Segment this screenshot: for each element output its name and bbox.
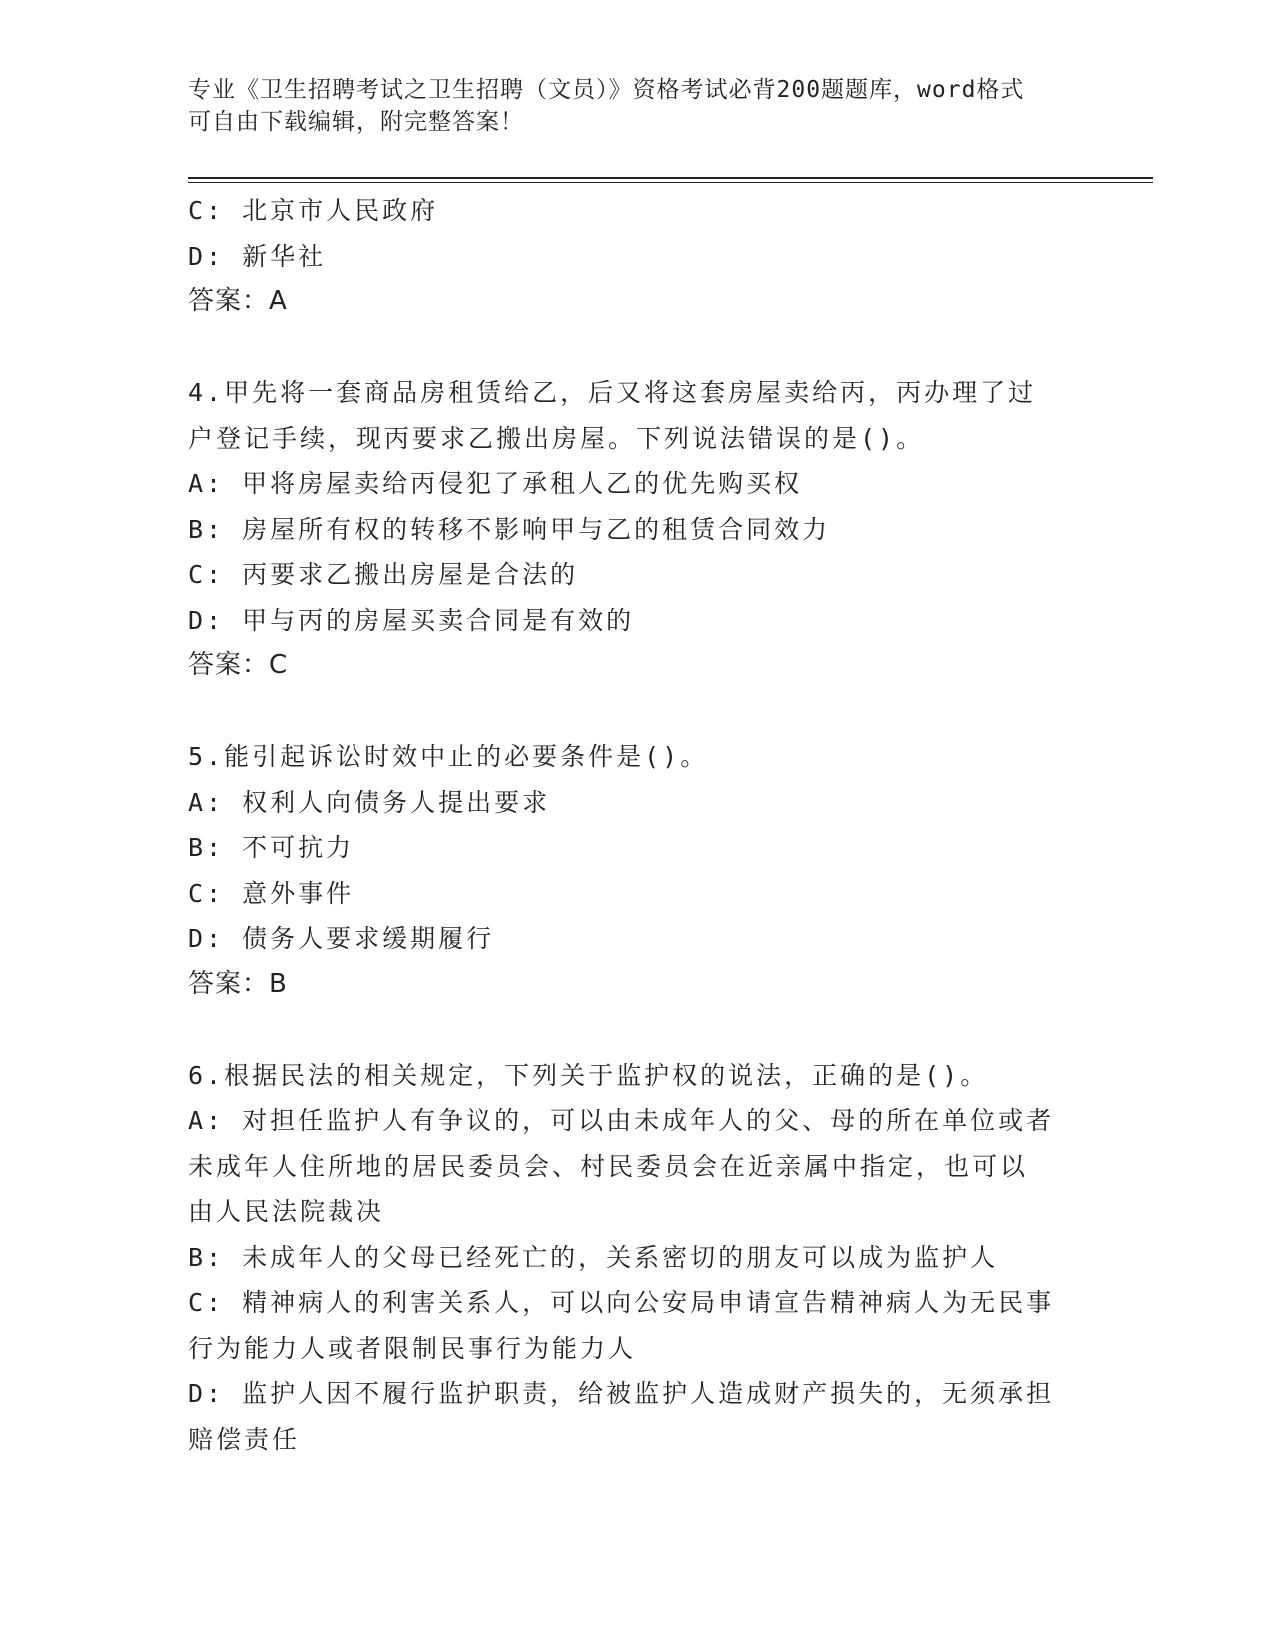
header-divider-thin bbox=[188, 182, 1153, 183]
header-divider-thick bbox=[188, 177, 1153, 179]
page-header bbox=[188, 74, 1068, 138]
q6-option-d-line-2: 赔偿责任 bbox=[188, 1424, 301, 1454]
q5-option-b: B: 不可抗力 bbox=[188, 833, 355, 862]
q6-option-c-line-1: C: 精神病人的利害关系人，可以向公安局申请宣告精神病人为无民事 bbox=[188, 1288, 1055, 1317]
spacer bbox=[188, 1007, 1088, 1053]
q5-option-d: D: 债务人要求缓期履行 bbox=[188, 924, 495, 953]
q3-option-c: C: 北京市人民政府 bbox=[188, 196, 439, 225]
question-5 bbox=[188, 734, 1088, 1007]
q3-answer: 答案：A bbox=[188, 286, 288, 316]
q6-option-c-line-2: 行为能力人或者限制民事行为能力人 bbox=[188, 1333, 637, 1363]
q5-stem: 5.能引起诉讼时效中止的必要条件是()。 bbox=[188, 742, 709, 771]
q6-option-a-line-3: 由人民法院裁决 bbox=[188, 1197, 385, 1226]
spacer bbox=[188, 325, 1088, 371]
q3-option-d: D: 新华社 bbox=[188, 241, 327, 271]
q6-option-b: B: 未成年人的父母已经死亡的，关系密切的朋友可以成为监护人 bbox=[188, 1242, 999, 1272]
q6-option-d-line-1: D: 监护人因不履行监护职责，给被监护人造成财产损失的，无须承担 bbox=[188, 1379, 1055, 1408]
q4-option-d: D: 甲与丙的房屋买卖合同是有效的 bbox=[188, 605, 635, 635]
question-4 bbox=[188, 370, 1088, 689]
q4-option-a: A: 甲将房屋卖给丙侵犯了承租人乙的优先购买权 bbox=[188, 469, 803, 498]
q6-option-a-line-2: 未成年人住所地的居民委员会、村民委员会在近亲属中指定，也可以 bbox=[188, 1151, 1029, 1181]
q5-answer: 答案：B bbox=[188, 968, 288, 999]
q4-stem-line-2: 户登记手续，现丙要求乙搬出房屋。下列说法错误的是()。 bbox=[188, 423, 925, 453]
q5-option-a: A: 权利人向债务人提出要求 bbox=[188, 787, 551, 817]
question-6 bbox=[188, 1053, 1088, 1463]
q6-option-a-line-1: A: 对担任监护人有争议的，可以由未成年人的父、母的所在单位或者 bbox=[188, 1106, 1055, 1135]
q5-option-c: C: 意外事件 bbox=[188, 878, 355, 908]
q4-option-c: C: 丙要求乙搬出房屋是合法的 bbox=[188, 560, 579, 589]
question-3-tail bbox=[188, 188, 1088, 325]
q4-answer: 答案：C bbox=[188, 650, 289, 680]
q4-option-b: B: 房屋所有权的转移不影响甲与乙的租赁合同效力 bbox=[188, 514, 831, 544]
spacer bbox=[188, 689, 1088, 735]
document-body bbox=[188, 188, 1088, 1462]
q4-stem-line-1: 4.甲先将一套商品房租赁给乙，后又将这套房屋卖给丙，丙办理了过 bbox=[188, 378, 1037, 407]
header-line-1: 专业《卫生招聘考试之卫生招聘（文员）》资格考试必背200题题库，word格式 bbox=[188, 77, 1025, 103]
q6-stem: 6.根据民法的相关规定，下列关于监护权的说法，正确的是()。 bbox=[188, 1060, 989, 1090]
header-line-2: 可自由下载编辑，附完整答案！ bbox=[188, 109, 524, 135]
